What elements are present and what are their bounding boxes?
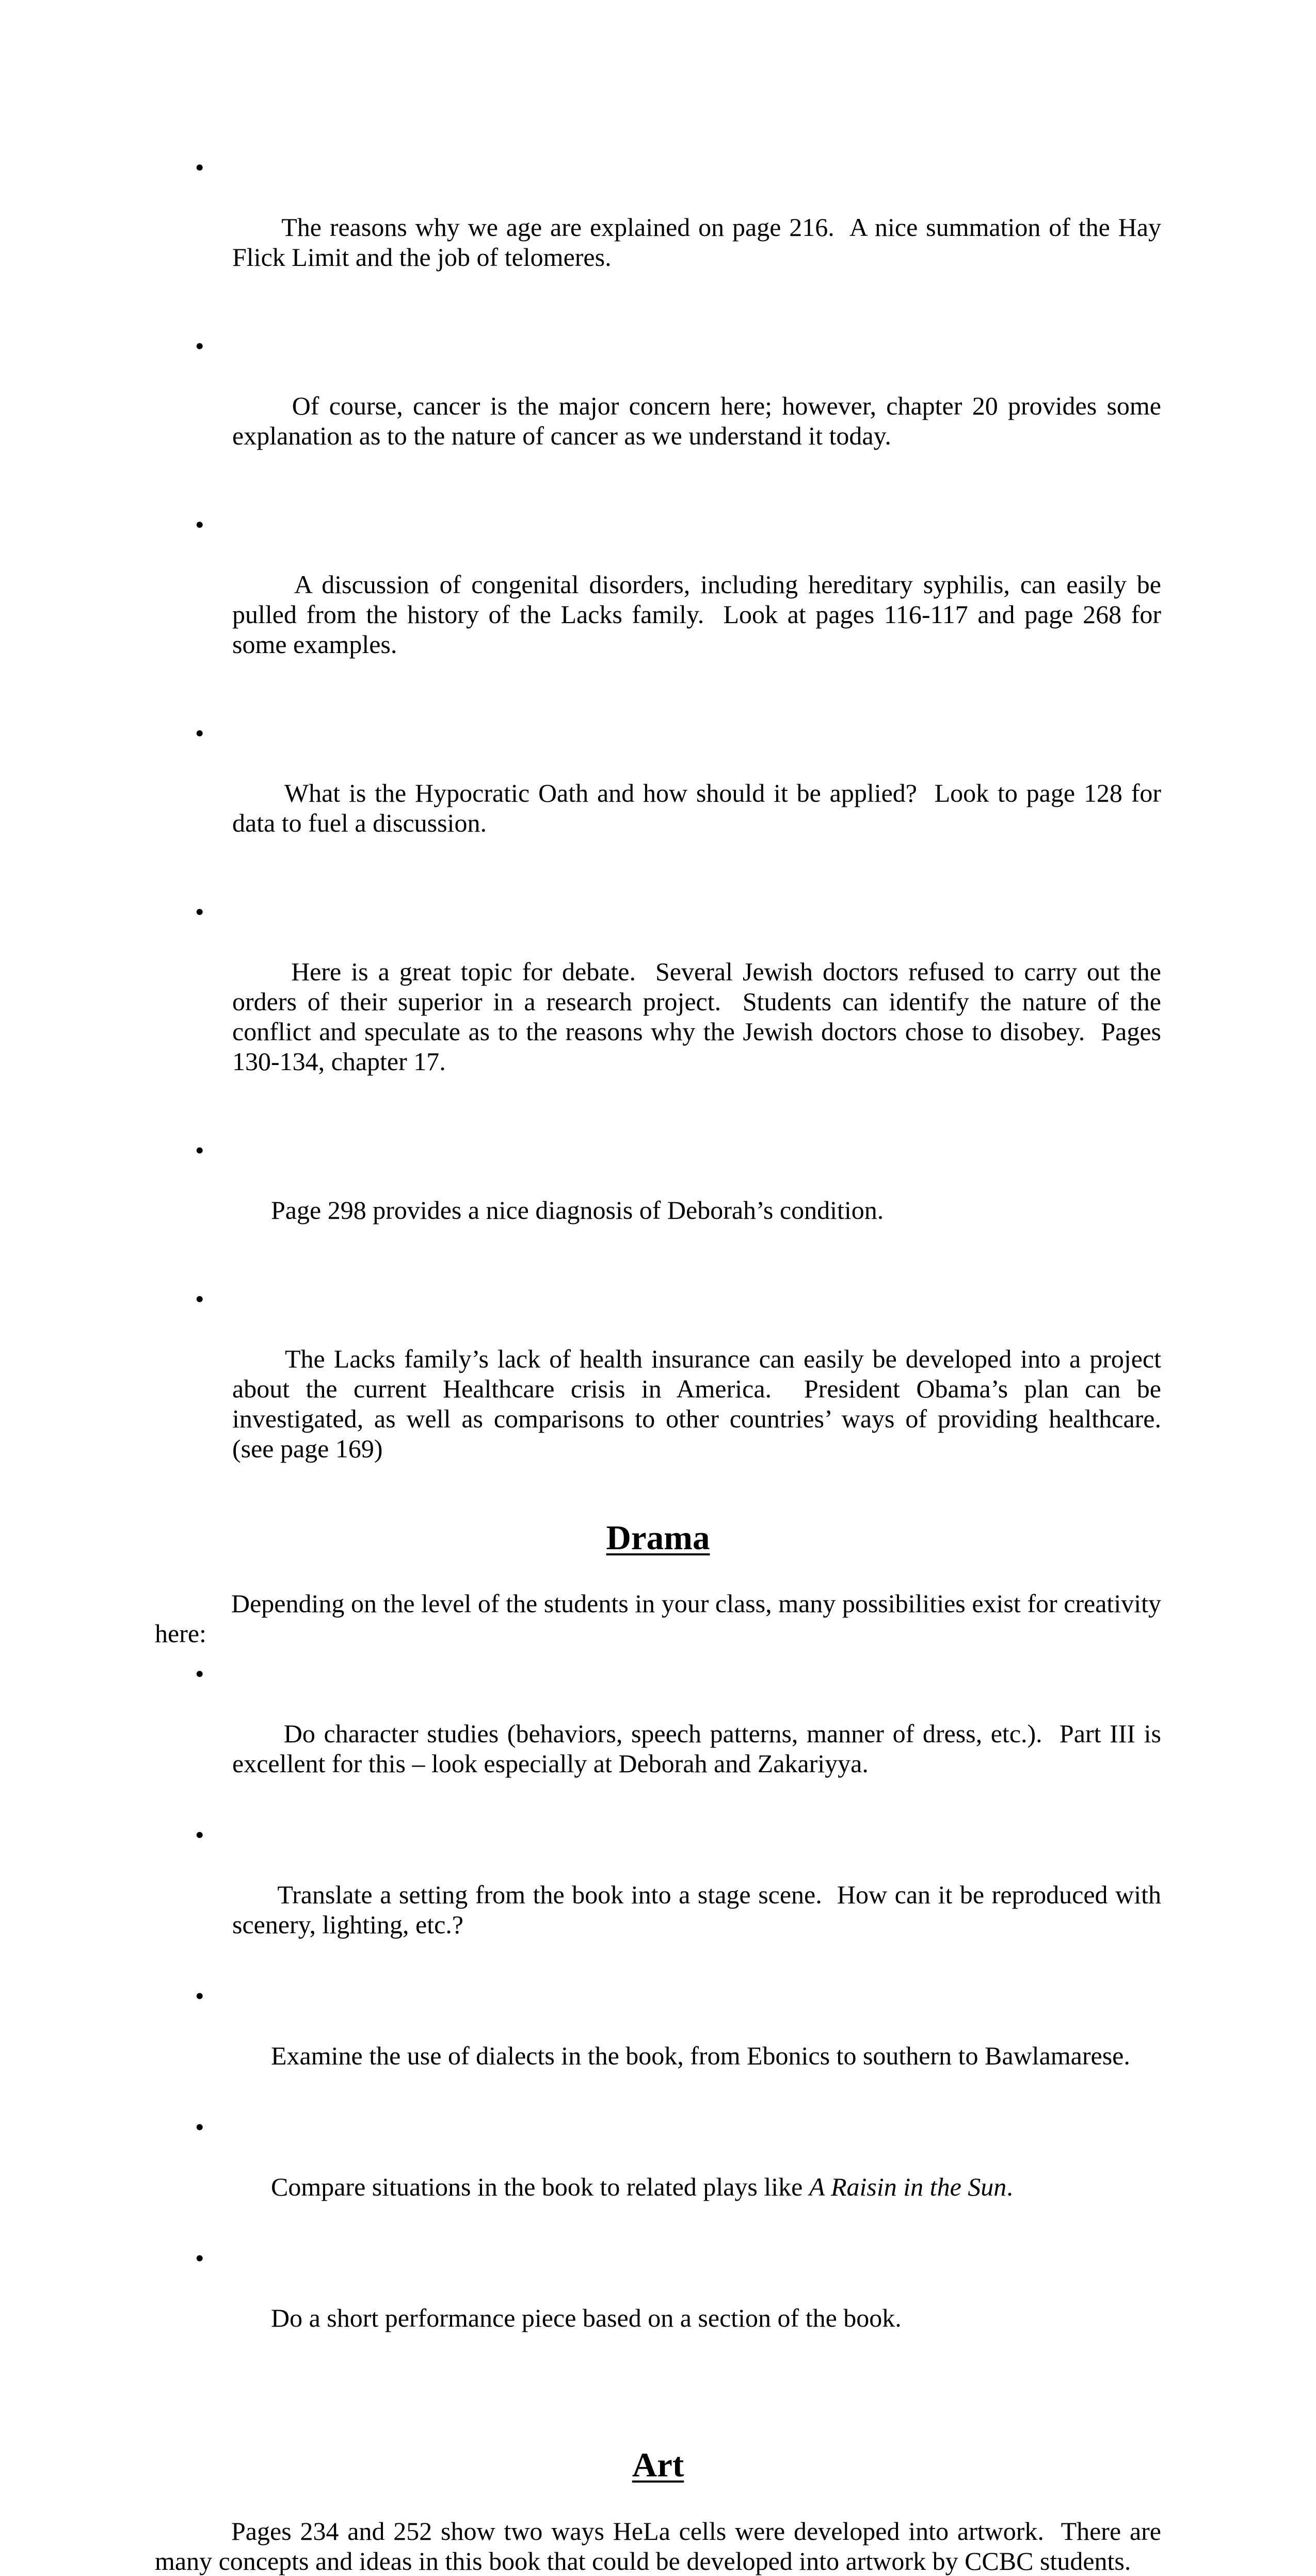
- bullet-text: The reasons why we age are explained on page 216. A nice summation of the Hay Flick Limit and the job of telomeres.: [232, 213, 1168, 272]
- art-paragraph: Pages 234 and 252 show two ways HeLa cells were developed into artwork. There are many concepts and ideas in this book that could be developed into artwork by CCBC students.: [155, 2517, 1168, 2576]
- drama-bullet-list: [155, 1659, 1168, 2363]
- bullet-marker: •: [195, 510, 204, 539]
- bullet-item: [195, 1981, 1161, 2101]
- bullet-item: [195, 897, 1168, 1106]
- bullet-text: What is the Hypocratic Oath and how should it be applied? Look to page 128 for data to fuel a discussion.: [232, 778, 1168, 837]
- bullet-text: The Lacks family’s lack of health insurance can easily be developed into a project about the current Healthcare crisis in America. President Obama’s plan can be investigated, as well as comparisons to other countries’ ways of providing healthcare. (see page 169): [232, 1344, 1174, 1463]
- bullet-marker: •: [195, 1981, 204, 2010]
- bullet-text: Translate a setting from the book into a stage scene. How can it be reproduced with scenery, lighting, etc.?: [232, 1880, 1168, 1939]
- drama-heading: Drama: [606, 1519, 710, 1557]
- bullet-item: [195, 152, 1168, 302]
- bullet-item: [195, 510, 1168, 689]
- bullet-marker: •: [195, 331, 204, 360]
- bullet-marker: •: [195, 2243, 204, 2272]
- bullet-text: Do character studies (behaviors, speech patterns, manner of dress, etc.). Part III is excellent for this – look especially at Deborah and Zakariyya.: [232, 1719, 1168, 1778]
- bullet-marker: •: [195, 1659, 204, 1688]
- bullet-marker: •: [195, 897, 204, 926]
- bullet-text: A discussion of congenital disorders, including hereditary syphilis, can easily be pulled from the history of the Lacks family. Look at pages 116-117 and page 268 for some examples.: [232, 570, 1168, 659]
- bullet-item: [195, 1135, 1161, 1255]
- bullet-marker: •: [195, 2112, 204, 2141]
- bullet-marker: •: [195, 1136, 204, 1165]
- bullet-text: Here is a great topic for debate. Several Jewish doctors refused to carry out the orders of their superior in a research project. Students can identify the nature of the conflict and speculate as to the reasons why the Jewish doctors chose to disobey. Pages 130-134, chapter 17.: [232, 957, 1168, 1076]
- bullet-item: [195, 2243, 1161, 2363]
- drama-intro: Depending on the level of the students in your class, many possibilities exist for creativity here:: [155, 1588, 1168, 1648]
- bullet-item: [195, 2112, 1161, 2232]
- bullet-item: [195, 1659, 1168, 1808]
- art-heading: Art: [632, 2445, 684, 2484]
- bullet-text-suffix: .: [1006, 2172, 1013, 2201]
- bullet-item: [195, 718, 1168, 868]
- bullet-marker: •: [195, 1820, 204, 1849]
- bullet-item: [195, 1820, 1168, 1969]
- bullet-text: Do a short performance piece based on a section of the book.: [271, 2303, 902, 2332]
- bullet-text: Page 298 provides a nice diagnosis of Deborah’s condition.: [271, 1196, 884, 1225]
- book-title-italic: A Raisin in the Sun: [809, 2172, 1007, 2201]
- bullet-item: [195, 1284, 1174, 1493]
- bullet-marker: •: [195, 153, 204, 182]
- bullet-text: Of course, cancer is the major concern here; however, chapter 20 provides some explanation as to the nature of cancer as we understand it today.: [232, 391, 1168, 450]
- bullet-text-prefix: Compare situations in the book to related plays like: [271, 2172, 809, 2201]
- bullet-marker: •: [195, 1284, 204, 1313]
- bullet-text: Examine the use of dialects in the book, from Ebonics to southern to Bawlamarese.: [271, 2041, 1130, 2070]
- bullet-marker: •: [195, 719, 204, 748]
- discussion-bullet-list: [155, 152, 1174, 1493]
- bullet-text: [271, 2172, 1013, 2201]
- bullet-item: [195, 331, 1168, 481]
